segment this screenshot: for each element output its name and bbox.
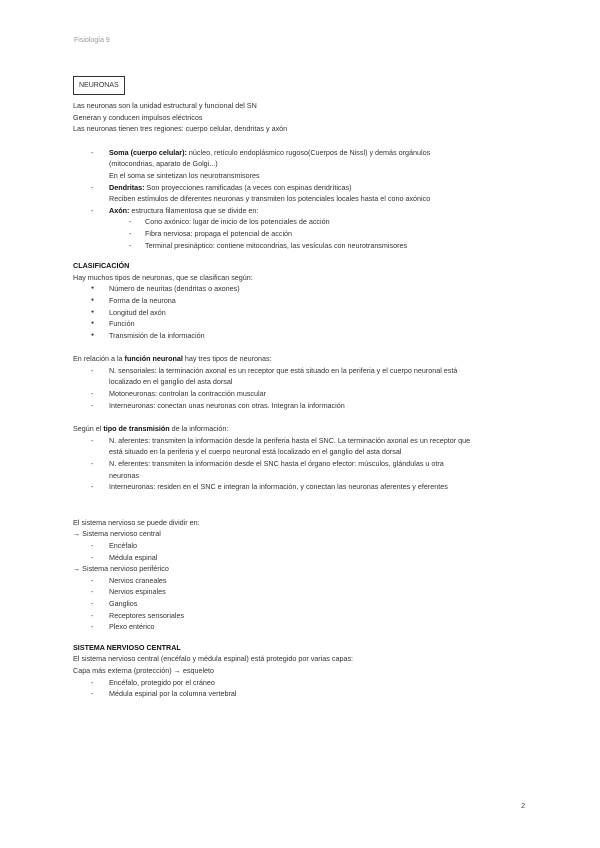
soma-continuation: (mitocondrias, aparato de Golgi...): [109, 159, 218, 169]
term-soma: Soma (cuerpo celular):: [109, 147, 187, 157]
funcion-pre: En relación a la: [73, 354, 125, 364]
term-axon: Axón:: [109, 205, 130, 215]
clasificacion-item: ● Función: [73, 318, 533, 330]
transmision-item: - N. aferentes: transmiten la información desde la periferia hasta el SNC. La terminación axonal es un receptor que: [73, 435, 533, 447]
list-item-dendritas: [73, 182, 533, 194]
snc-item: - Encéfalo, protegido por el cráneo: [73, 677, 533, 689]
intro-line: Las neuronas son la unidad estructural y funcional del SN: [73, 101, 257, 110]
transmision-item-cont: neuronas: [109, 470, 139, 480]
periferico-item: - Ganglios: [73, 598, 533, 610]
clasificacion-intro: Hay muchos tipos de neuronas, que se clasifican según:: [73, 272, 253, 282]
periferico-item: - Nervios espinales: [73, 586, 533, 598]
transmision-item-cont: está situado en la periferia y el cuerpo neuronal está localizado en el ganglio del asta dorsal: [109, 447, 402, 457]
division-intro: El sistema nervioso se puede dividir en:: [73, 517, 200, 527]
funcion-post: hay tres tipos de neuronas:: [182, 354, 272, 364]
funcion-item: - Interneuronas: conectan unas neuronas con otras. Integran la información: [73, 400, 533, 412]
page-number: 2: [521, 801, 526, 810]
funcion-item: - N. sensoriales: la terminación axonal es un receptor que está situado en la periferia y el cuerpo neuronal está: [73, 365, 533, 377]
snc-item: - Médula espinal por la columna vertebral: [73, 688, 533, 700]
section-title-neuronas: NEURONAS: [73, 76, 125, 95]
heading-clasificacion: CLASIFICACIÓN: [73, 261, 130, 271]
funcion-item-cont: localizado en el ganglio del asta dorsal: [109, 377, 233, 387]
periferico-item: - Plexo entérico: [73, 621, 533, 633]
periferico-item: - Nervios craneales: [73, 575, 533, 587]
transmision-item: - Interneuronas: residen en el SNC e integran la información, y conectan las neuronas aferentes y eferentes: [73, 481, 533, 493]
central-item: - Encéfalo: [73, 540, 533, 552]
clasificacion-item: ● Forma de la neurona: [73, 295, 533, 307]
transmision-post: de la información:: [169, 424, 229, 434]
text-dendritas: Son proyecciones ramificadas (a veces con espinas dendríticas): [144, 182, 352, 192]
clasificacion-item: ● Transmisión de la información: [73, 330, 533, 342]
soma-extra: En el soma se sintetizan los neurotransmisores: [109, 170, 260, 180]
periferico-item: - Receptores sensoriales: [73, 610, 533, 622]
axon-sub-item: - Terminal presináptico: contiene mitocondrias, las vesículas con neurotransmisores: [73, 240, 533, 252]
intro-line: Las neuronas tienen tres regiones: cuerpo celular, dendritas y axón: [73, 124, 288, 134]
funcion-item: - Motoneuronas: controlan la contracción muscular: [73, 388, 533, 400]
funcion-bold: función neuronal: [124, 354, 183, 364]
document-body: [73, 76, 533, 700]
transmision-intro: [73, 423, 533, 435]
transmision-pre: Según el: [73, 424, 104, 434]
axon-sub-item: - Fibra nerviosa: propaga el potencial de acción: [73, 228, 533, 240]
term-dendritas: Dendritas:: [109, 182, 145, 192]
text-axon: estructura filamentosa que se divide en:: [129, 205, 259, 215]
list-item-soma: [73, 147, 533, 159]
list-item-axon: [73, 205, 533, 217]
intro-line: Generan y conducen impulsos eléctricos: [73, 112, 203, 122]
snc-line: Capa más externa (protección) → esqueleto: [73, 665, 215, 675]
division-periferico: → Sistema nervioso periférico: [73, 564, 169, 574]
clasificacion-item: ● Número de neuritas (dendritas o axones): [73, 283, 533, 295]
axon-sub-item: - Cono axónico: lugar de inicio de los potenciales de acción: [73, 216, 533, 228]
funcion-intro: [73, 353, 533, 365]
text-soma: núcleo, retículo endoplásmico rugoso(Cuerpos de Nissl) y demás orgánulos: [186, 147, 431, 157]
central-item: - Médula espinal: [73, 552, 533, 564]
page-header: Fisiología 9: [74, 37, 110, 44]
heading-snc: SISTEMA NERVIOSO CENTRAL: [73, 642, 181, 652]
snc-line: El sistema nervioso central (encéfalo y médula espinal) está protegido por varias capas:: [73, 654, 354, 664]
division-central: → Sistema nervioso central: [73, 529, 161, 539]
clasificacion-item: ● Longitud del axón: [73, 307, 533, 319]
transmision-item: - N. eferentes: transmiten la información desde el SNC hasta el órgano efector: músculos, glándulas u otra: [73, 458, 533, 470]
transmision-bold: tipo de transmisión: [103, 424, 170, 434]
regions-list: [73, 147, 533, 251]
dendritas-extra: Reciben estímulos de diferentes neuronas y transmiten los potenciales locales hasta el cono axónico: [109, 194, 431, 204]
